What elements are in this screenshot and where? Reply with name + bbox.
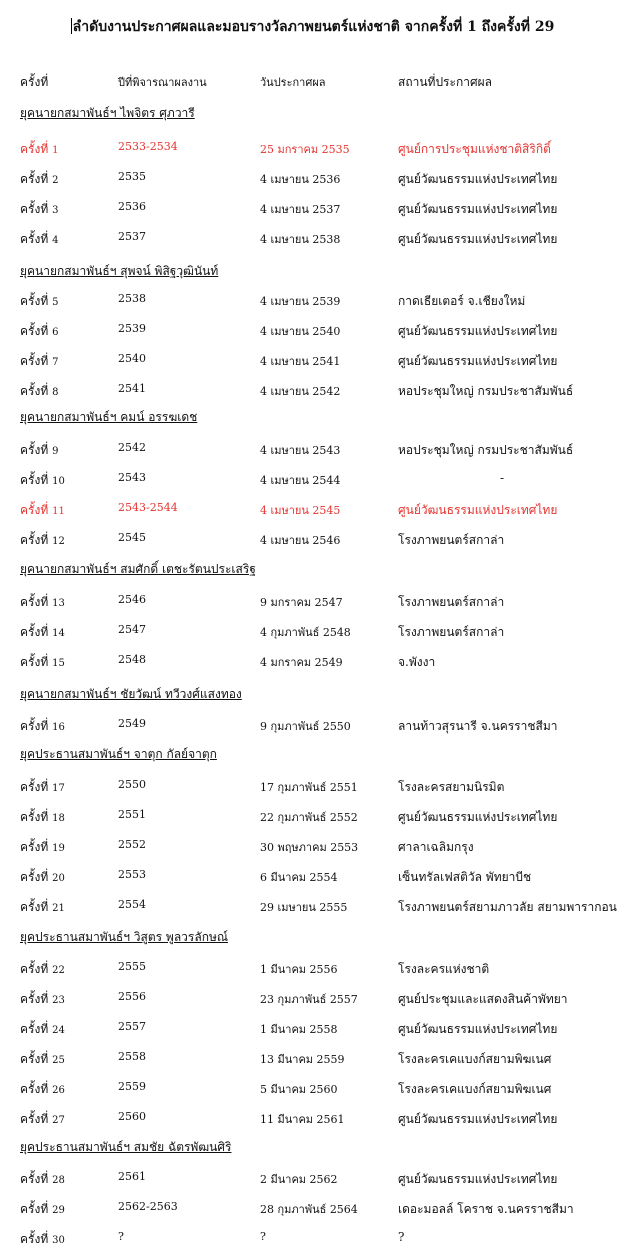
round-prefix: ครั้งที่ [20,324,49,338]
text-cursor [71,18,72,34]
table-row [0,322,625,342]
year-cell: 2541 [118,382,146,395]
era-heading: ยุคนายกสมาพันธ์ฯ คมน์ อรรฆเดช [20,410,198,424]
date-cell: 25 มกราคม 2535 [260,143,350,156]
year-cell: 2537 [118,230,146,243]
table-row [0,352,625,372]
year-cell: 2556 [118,990,146,1003]
round-number: 30 [52,1235,65,1246]
round-prefix: ครั้งที่ [20,1172,49,1186]
round-cell [20,1080,65,1099]
table-row [0,531,625,551]
year-cell: 2543-2544 [118,501,178,514]
round-prefix: ครั้งที่ [20,384,49,398]
round-prefix: ครั้งที่ [20,1022,49,1036]
round-number: 11 [52,506,65,517]
round-prefix: ครั้งที่ [20,625,49,639]
venue-cell: เดอะมอลล์ โคราช จ.นครราชสีมา [398,1202,574,1216]
round-prefix: ครั้งที่ [20,595,49,609]
header-date: วันประกาศผล [260,76,326,89]
date-cell: ? [260,1230,266,1243]
year-cell: 2552 [118,838,146,851]
table-row [0,441,625,461]
table-row [0,593,625,613]
round-number: 13 [52,598,65,609]
round-prefix: ครั้งที่ [20,1082,49,1096]
date-cell: 23 กุมภาพันธ์ 2557 [260,993,358,1006]
round-number: 3 [52,205,59,216]
date-cell: 4 เมษายน 2545 [260,504,341,517]
venue-cell: ศูนย์วัฒนธรรมแห่งประเทศไทย [398,172,558,186]
date-cell: 4 กุมภาพันธ์ 2548 [260,626,351,639]
round-prefix: ครั้งที่ [20,780,49,794]
round-number: 28 [52,1175,65,1186]
date-cell: 1 มีนาคม 2558 [260,1023,338,1036]
date-cell: 4 เมษายน 2544 [260,474,341,487]
date-cell: 6 มีนาคม 2554 [260,871,338,884]
year-cell: 2549 [118,717,146,730]
date-cell: 9 มกราคม 2547 [260,596,343,609]
venue-cell: ศูนย์วัฒนธรรมแห่งประเทศไทย [398,232,558,246]
venue-cell: ลานท้าวสุรนารี จ.นครราชสีมา [398,719,558,733]
round-prefix: ครั้งที่ [20,840,49,854]
date-cell: 28 กุมภาพันธ์ 2564 [260,1203,358,1216]
round-prefix: ครั้งที่ [20,354,49,368]
venue-cell: ศูนย์วัฒนธรรมแห่งประเทศไทย [398,1172,558,1186]
round-prefix: ครั้งที่ [20,719,49,733]
venue-cell: ศูนย์วัฒนธรรมแห่งประเทศไทย [398,503,558,517]
round-cell [20,140,58,159]
date-cell: 4 เมษายน 2539 [260,295,341,308]
venue-cell: ศูนย์วัฒนธรรมแห่งประเทศไทย [398,810,558,824]
round-cell [20,1020,65,1039]
year-cell: 2542 [118,441,146,454]
table-row [0,471,625,491]
round-number: 27 [52,1115,65,1126]
date-cell: 4 เมษายน 2542 [260,385,341,398]
date-cell: 4 เมษายน 2536 [260,173,341,186]
page-title-text: ลำดับงานประกาศผลและมอบรางวัลภาพยนตร์แห่งชาติ จากครั้งที่ 1 ถึงครั้งที่ 29 [72,19,555,35]
round-cell [20,531,65,550]
table-row [0,778,625,798]
table-row [0,170,625,190]
venue-cell: ศูนย์วัฒนธรรมแห่งประเทศไทย [398,1022,558,1036]
table-row [0,990,625,1010]
venue-cell: โรงละครเคแบงก์สยามพิฆเนศ [398,1082,552,1096]
round-number: 2 [52,175,59,186]
round-cell [20,808,65,827]
round-cell [20,230,58,249]
round-cell [20,322,58,341]
venue-cell: ศูนย์ประชุมและแสดงสินค้าพัทยา [398,992,568,1006]
year-cell: 2547 [118,623,146,636]
round-number: 25 [52,1055,65,1066]
round-prefix: ครั้งที่ [20,172,49,186]
table-row [0,808,625,828]
round-number: 21 [52,903,65,914]
year-cell: 2562-2563 [118,1200,178,1213]
year-cell: 2540 [118,352,146,365]
round-cell [20,352,58,371]
round-number: 10 [52,476,65,487]
table-row [0,382,625,402]
date-cell: 30 พฤษภาคม 2553 [260,841,359,854]
era-heading: ยุคประธานสมาพันธ์ฯ วิสูตร พูลวรลักษณ์ [20,930,229,944]
table-row [0,898,625,918]
venue-cell: โรงภาพยนตร์สยามภาวลัย สยามพารากอน [398,900,617,914]
venue-cell: ศูนย์วัฒนธรรมแห่งประเทศไทย [398,1112,558,1126]
round-number: 29 [52,1205,65,1216]
round-cell [20,292,58,311]
table-row [0,868,625,888]
round-prefix: ครั้งที่ [20,473,49,487]
table-row [0,1170,625,1190]
round-number: 19 [52,843,65,854]
round-cell [20,170,58,189]
round-cell [20,200,58,219]
round-cell [20,441,58,460]
round-cell [20,838,65,857]
venue-cell: กาดเธียเตอร์ จ.เชียงใหม่ [398,294,526,308]
table-row [0,140,625,160]
date-cell: 1 มีนาคม 2556 [260,963,338,976]
venue-cell: โรงละครแห่งชาติ [398,962,490,976]
round-number: 15 [52,658,65,669]
round-number: 7 [52,357,59,368]
round-cell [20,382,58,401]
round-cell [20,990,65,1009]
venue-cell: โรงภาพยนตร์สกาล่า [398,533,505,547]
round-prefix: ครั้งที่ [20,900,49,914]
table-row [0,292,625,312]
year-cell: 2560 [118,1110,146,1123]
venue-cell: หอประชุมใหญ่ กรมประชาสัมพันธ์ [398,443,574,457]
round-prefix: ครั้งที่ [20,870,49,884]
date-cell: 4 เมษายน 2546 [260,534,341,547]
era-heading: ยุคประธานสมาพันธ์ฯ จาตุก กัลย์จาตุก [20,747,217,761]
round-number: 1 [52,145,59,156]
year-cell: 2551 [118,808,146,821]
round-number: 9 [52,446,59,457]
table-row [0,1200,625,1220]
venue-cell: ศูนย์วัฒนธรรมแห่งประเทศไทย [398,202,558,216]
year-cell: 2548 [118,653,146,666]
year-cell: 2535 [118,170,146,183]
date-cell: 5 มีนาคม 2560 [260,1083,338,1096]
venue-cell: โรงละครสยามนิรมิต [398,780,505,794]
table-row [0,717,625,737]
round-cell [20,1170,65,1189]
round-prefix: ครั้งที่ [20,533,49,547]
table-row [0,1080,625,1100]
date-cell: 4 เมษายน 2537 [260,203,341,216]
round-number: 12 [52,536,65,547]
round-number: 18 [52,813,65,824]
round-number: 8 [52,387,59,398]
round-cell [20,593,65,612]
header-year: ปีที่พิจารณาผลงาน [118,76,207,89]
venue-cell: โรงละครเคแบงก์สยามพิฆเนศ [398,1052,552,1066]
round-prefix: ครั้งที่ [20,503,49,517]
table-row [0,838,625,858]
venue-cell: โรงภาพยนตร์สกาล่า [398,595,505,609]
year-cell: 2543 [118,471,146,484]
header-round: ครั้งที่ [20,75,49,89]
date-cell: 4 เมษายน 2540 [260,325,341,338]
venue-cell: เซ็นทรัลเฟสติวัล พัทยาบีช [398,870,532,884]
date-cell: 2 มีนาคม 2562 [260,1173,338,1186]
year-cell: 2558 [118,1050,146,1063]
date-cell: 4 เมษายน 2541 [260,355,341,368]
round-prefix: ครั้งที่ [20,232,49,246]
era-heading: ยุคนายกสมาพันธ์ฯ สมศักดิ์ เตชะรัตนประเสริฐ [20,562,256,576]
venue-cell: จ.พังงา [398,655,436,669]
table-row [0,1110,625,1130]
date-cell: 4 เมษายน 2538 [260,233,341,246]
era-heading: ยุคประธานสมาพันธ์ฯ สมชัย ฉัตรพัฒนศิริ [20,1140,232,1154]
table-row [0,1230,625,1250]
date-cell: 11 มีนาคม 2561 [260,1113,345,1126]
venue-cell: หอประชุมใหญ่ กรมประชาสัมพันธ์ [398,384,574,398]
year-cell: ? [118,1230,124,1243]
year-cell: 2533-2534 [118,140,178,153]
round-number: 26 [52,1085,65,1096]
venue-cell: - [500,471,505,485]
year-cell: 2546 [118,593,146,606]
date-cell: 17 กุมภาพันธ์ 2551 [260,781,358,794]
round-cell [20,653,65,672]
date-cell: 4 มกราคม 2549 [260,656,343,669]
round-cell [20,898,65,917]
round-prefix: ครั้งที่ [20,992,49,1006]
round-number: 6 [52,327,59,338]
table-row [0,200,625,220]
round-number: 24 [52,1025,65,1036]
year-cell: 2554 [118,898,146,911]
date-cell: 4 เมษายน 2543 [260,444,341,457]
year-cell: 2538 [118,292,146,305]
round-number: 23 [52,995,65,1006]
date-cell: 9 กุมภาพันธ์ 2550 [260,720,351,733]
venue-cell: ศูนย์วัฒนธรรมแห่งประเทศไทย [398,324,558,338]
table-row [0,230,625,250]
page-title [0,16,625,38]
round-cell [20,471,65,490]
round-prefix: ครั้งที่ [20,294,49,308]
round-cell [20,1050,65,1069]
venue-cell: ศาลาเฉลิมกรุง [398,840,474,854]
round-prefix: ครั้งที่ [20,1202,49,1216]
venue-cell: ? [398,1230,405,1244]
date-cell: 13 มีนาคม 2559 [260,1053,345,1066]
venue-cell: ศูนย์การประชุมแห่งชาติสิริกิติ์ [398,142,551,156]
round-number: 20 [52,873,65,884]
year-cell: 2550 [118,778,146,791]
table-row [0,960,625,980]
header-venue: สถานที่ประกาศผล [398,75,492,89]
table-row [0,1050,625,1070]
round-number: 22 [52,965,65,976]
era-heading: ยุคนายกสมาพันธ์ฯ ไพจิตร ศุภวารี [20,106,195,120]
round-cell [20,868,65,887]
round-cell [20,1200,65,1219]
round-cell [20,501,65,520]
round-cell [20,1110,65,1129]
year-cell: 2559 [118,1080,146,1093]
round-prefix: ครั้งที่ [20,655,49,669]
round-number: 4 [52,235,59,246]
round-cell [20,960,65,979]
round-number: 16 [52,722,65,733]
round-number: 17 [52,783,65,794]
round-cell [20,623,65,642]
table-row [0,501,625,521]
table-row [0,1020,625,1040]
date-cell: 29 เมษายน 2555 [260,901,348,914]
table-row [0,653,625,673]
round-prefix: ครั้งที่ [20,142,49,156]
round-prefix: ครั้งที่ [20,810,49,824]
year-cell: 2545 [118,531,146,544]
round-prefix: ครั้งที่ [20,1232,49,1246]
era-heading: ยุคนายกสมาพันธ์ฯ สุพจน์ พิสิฐวุฒินันท์ [20,264,219,278]
year-cell: 2555 [118,960,146,973]
round-cell [20,778,65,797]
table-header [0,73,625,93]
round-prefix: ครั้งที่ [20,1052,49,1066]
year-cell: 2536 [118,200,146,213]
round-prefix: ครั้งที่ [20,202,49,216]
round-prefix: ครั้งที่ [20,962,49,976]
year-cell: 2557 [118,1020,146,1033]
year-cell: 2553 [118,868,146,881]
date-cell: 22 กุมภาพันธ์ 2552 [260,811,358,824]
table-row [0,623,625,643]
venue-cell: โรงภาพยนตร์สกาล่า [398,625,505,639]
round-number: 5 [52,297,59,308]
round-cell [20,1230,65,1249]
round-prefix: ครั้งที่ [20,1112,49,1126]
year-cell: 2561 [118,1170,146,1183]
year-cell: 2539 [118,322,146,335]
round-prefix: ครั้งที่ [20,443,49,457]
era-heading: ยุคนายกสมาพันธ์ฯ ชัยวัฒน์ ทวีวงศ์แสงทอง [20,687,242,701]
venue-cell: ศูนย์วัฒนธรรมแห่งประเทศไทย [398,354,558,368]
round-cell [20,717,65,736]
round-number: 14 [52,628,65,639]
